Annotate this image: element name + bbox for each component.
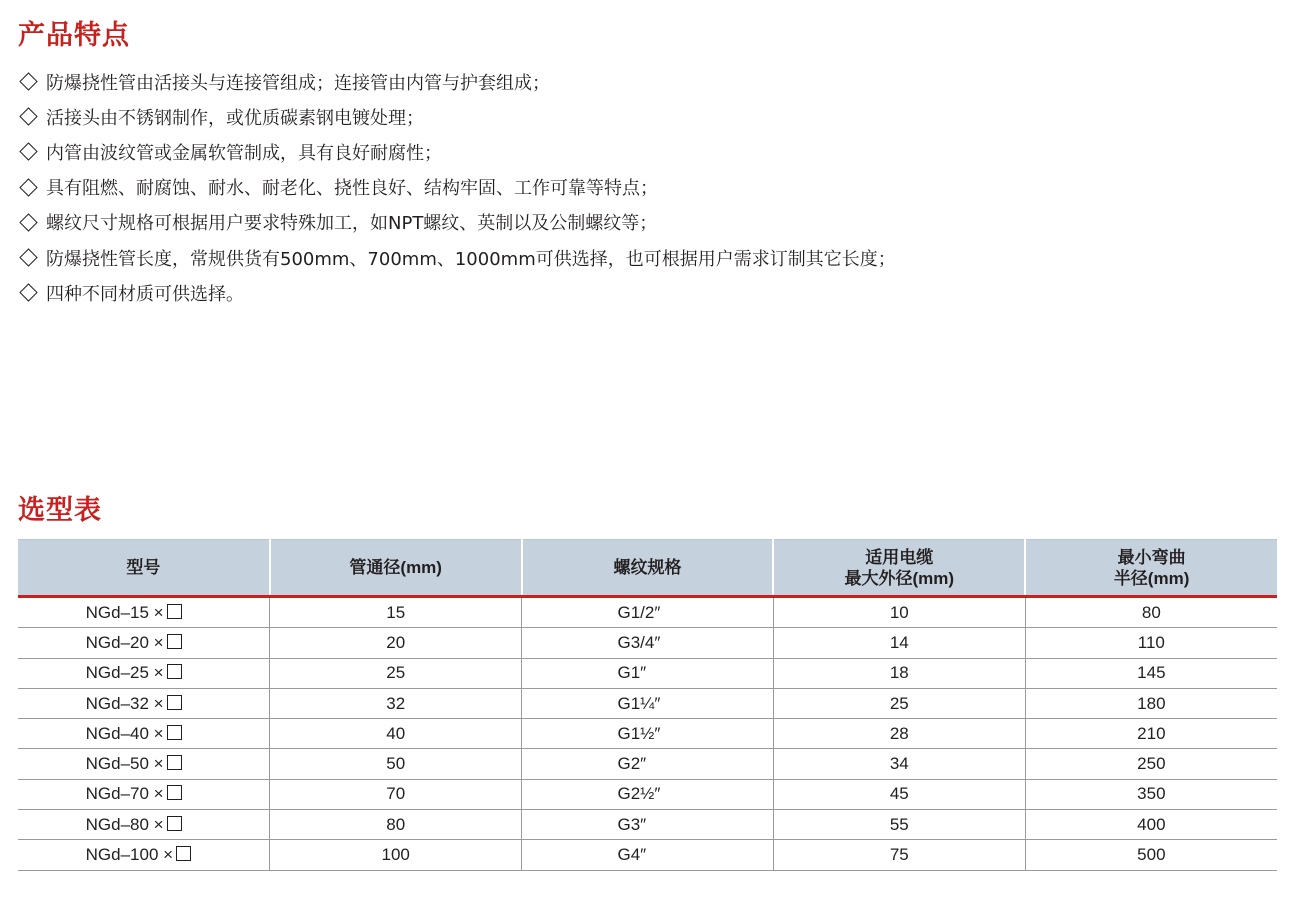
column-header-label: 管通径(mm) [349, 558, 442, 577]
feature-item [18, 205, 896, 240]
thread-text: G1″ [617, 663, 647, 683]
column-header-label: 螺纹规格 [613, 558, 682, 577]
column-header [270, 540, 522, 597]
column-header-label: 最大外径(mm) [844, 568, 955, 588]
diamond-bullet-icon [19, 284, 37, 302]
cell-bore: 80 [270, 810, 522, 840]
cell-model [18, 719, 270, 749]
cell-bore: 32 [270, 688, 522, 718]
feature-text: 防爆挠性管由活接头与连接管组成；连接管由内管与护套组成； [46, 72, 550, 94]
thread-text: G1/2″ [617, 602, 661, 622]
features-title: 产品特点 [18, 20, 130, 51]
column-header [1025, 540, 1277, 597]
cell-radius: 110 [1025, 628, 1277, 658]
table-row [18, 779, 1277, 809]
table-row [18, 749, 1277, 779]
placeholder-box-icon [167, 725, 182, 740]
model-text: NGd–15 × [85, 602, 164, 622]
cell-model [18, 597, 270, 628]
feature-item [18, 275, 896, 310]
cell-cable: 34 [773, 749, 1025, 779]
placeholder-box-icon [167, 695, 182, 710]
column-header-label: 适用电缆 [865, 547, 934, 567]
cell-radius: 350 [1025, 779, 1277, 809]
cell-cable: 55 [773, 810, 1025, 840]
feature-item [18, 134, 896, 169]
model-text: NGd–20 × [85, 632, 164, 652]
cell-thread [522, 840, 774, 870]
cell-bore: 70 [270, 779, 522, 809]
feature-item [18, 170, 896, 205]
cell-thread [522, 597, 774, 628]
cell-bore: 40 [270, 719, 522, 749]
placeholder-box-icon [167, 604, 182, 619]
diamond-bullet-icon [19, 72, 37, 90]
cell-model [18, 628, 270, 658]
cell-cable: 10 [773, 597, 1025, 628]
table-header-row [18, 540, 1277, 597]
thread-text: G3/4″ [617, 632, 661, 652]
table-body [18, 597, 1277, 871]
cell-thread [522, 810, 774, 840]
column-header-label: 最小弯曲 [1117, 547, 1186, 567]
table-row [18, 688, 1277, 718]
feature-list [18, 64, 896, 310]
cell-bore: 20 [270, 628, 522, 658]
cell-thread [522, 628, 774, 658]
placeholder-box-icon [167, 664, 182, 679]
selection-table [18, 539, 1277, 871]
table-row [18, 719, 1277, 749]
table-row [18, 628, 1277, 658]
column-header [18, 540, 270, 597]
cell-radius: 210 [1025, 719, 1277, 749]
diamond-bullet-icon [19, 248, 37, 266]
feature-item [18, 64, 896, 99]
diamond-bullet-icon [19, 108, 37, 126]
cell-thread [522, 779, 774, 809]
feature-text: 活接头由不锈钢制作，或优质碳素钢电镀处理； [46, 107, 424, 129]
selection-table-title: 选型表 [18, 495, 102, 526]
cell-cable: 25 [773, 688, 1025, 718]
placeholder-box-icon [167, 816, 182, 831]
placeholder-box-icon [176, 846, 191, 861]
feature-item [18, 240, 896, 275]
cell-bore: 15 [270, 597, 522, 628]
feature-text: 具有阻燃、耐腐蚀、耐水、耐老化、挠性良好、结构牢固、工作可靠等特点； [46, 178, 658, 200]
cell-model [18, 749, 270, 779]
thread-text: G2½″ [617, 784, 661, 804]
cell-radius: 180 [1025, 688, 1277, 718]
thread-text: G2″ [617, 754, 647, 774]
cell-radius: 500 [1025, 840, 1277, 870]
cell-radius: 250 [1025, 749, 1277, 779]
model-text: NGd–25 × [85, 663, 164, 683]
feature-text: 螺纹尺寸规格可根据用户要求特殊加工，如NPT螺纹、英制以及公制螺纹等； [46, 213, 658, 235]
model-text: NGd–40 × [85, 723, 164, 743]
thread-text: G3″ [617, 814, 647, 834]
placeholder-box-icon [167, 755, 182, 770]
column-header [773, 540, 1025, 597]
cell-thread [522, 658, 774, 688]
cell-cable: 45 [773, 779, 1025, 809]
thread-text: G4″ [617, 845, 647, 865]
cell-radius: 145 [1025, 658, 1277, 688]
feature-text: 四种不同材质可供选择。 [46, 283, 244, 305]
table-row [18, 597, 1277, 628]
thread-text: G1½″ [617, 723, 661, 743]
cell-model [18, 688, 270, 718]
column-header-label: 型号 [126, 558, 161, 577]
table-row [18, 810, 1277, 840]
cell-thread [522, 749, 774, 779]
cell-radius: 80 [1025, 597, 1277, 628]
diamond-bullet-icon [19, 178, 37, 196]
cell-bore: 50 [270, 749, 522, 779]
model-text: NGd–100 × [85, 845, 174, 865]
cell-radius: 400 [1025, 810, 1277, 840]
model-text: NGd–80 × [85, 814, 164, 834]
cell-model [18, 840, 270, 870]
cell-cable: 28 [773, 719, 1025, 749]
cell-model [18, 779, 270, 809]
cell-model [18, 810, 270, 840]
model-text: NGd–70 × [85, 784, 164, 804]
thread-text: G1¼″ [617, 693, 661, 713]
cell-bore: 25 [270, 658, 522, 688]
cell-cable: 18 [773, 658, 1025, 688]
cell-thread [522, 719, 774, 749]
cell-model [18, 658, 270, 688]
column-header-label: 半径(mm) [1113, 568, 1190, 588]
placeholder-box-icon [167, 785, 182, 800]
cell-cable: 75 [773, 840, 1025, 870]
table-row [18, 658, 1277, 688]
table-row [18, 840, 1277, 870]
diamond-bullet-icon [19, 143, 37, 161]
column-header [522, 540, 774, 597]
model-text: NGd–32 × [85, 693, 164, 713]
cell-bore: 100 [270, 840, 522, 870]
feature-text: 内管由波纹管或金属软管制成，具有良好耐腐性； [46, 142, 442, 164]
feature-item [18, 99, 896, 134]
placeholder-box-icon [167, 634, 182, 649]
cell-thread [522, 688, 774, 718]
model-text: NGd–50 × [85, 754, 164, 774]
cell-cable: 14 [773, 628, 1025, 658]
diamond-bullet-icon [19, 213, 37, 231]
feature-text: 防爆挠性管长度，常规供货有500mm、700mm、1000mm可供选择，也可根据用户需求订制其它长度； [46, 248, 896, 270]
